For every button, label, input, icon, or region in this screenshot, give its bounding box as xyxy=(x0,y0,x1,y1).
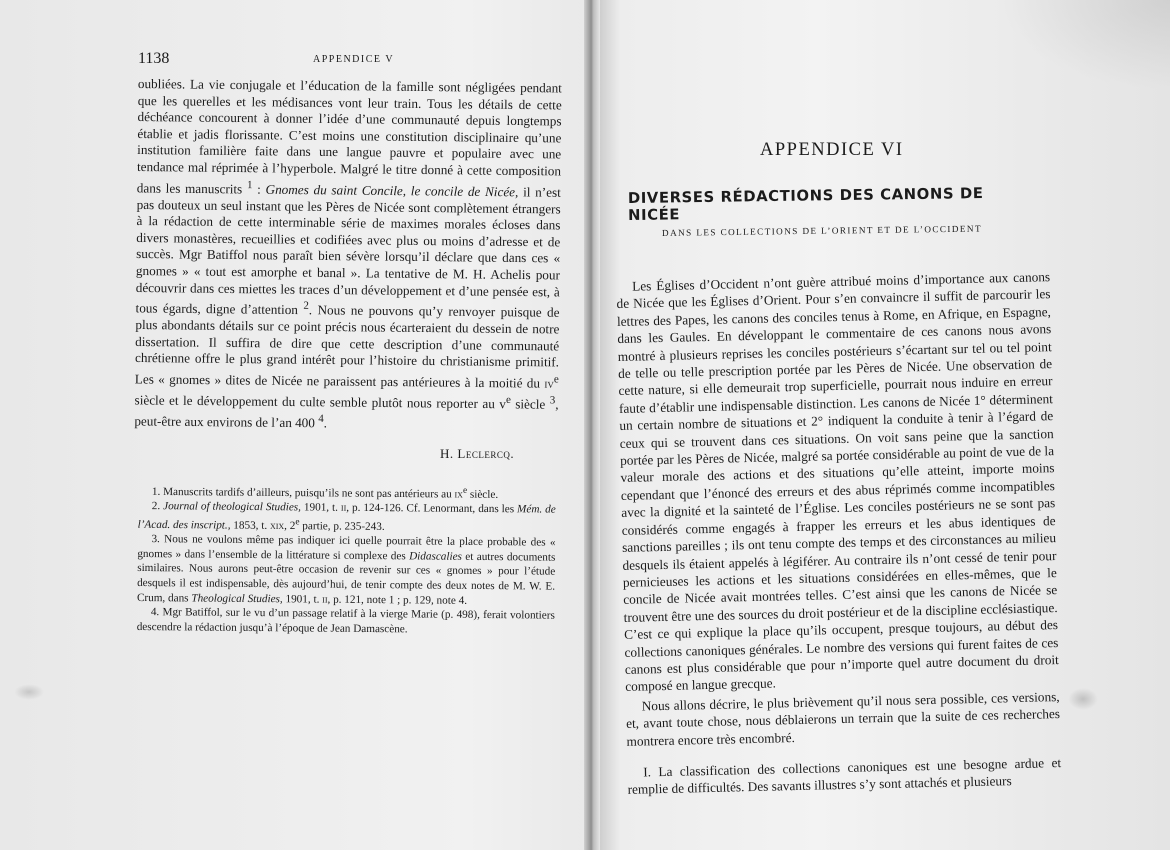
author-name: H. Leclercq. xyxy=(440,446,515,461)
footnote-2: 2. Journal of theological Studies, 1901, t. ii, p. 124-126. Cf. Lenormant, dans les Mém. de l’Acad. des inscript., 1853, t. xix, 2e partie, p. 235-243. xyxy=(137,500,556,533)
section-paragraph: I. La classification des collections canoniques est une besogne ardue et remplie de difficultés. Des savants illustres s’y sont attachés et plusieurs xyxy=(627,754,1062,798)
body-paragraph: oubliées. La vie conjugale et l’éducation de la famille sont négligées pendant que les querelles et les médisances vont leur train. Tous les détails de cette déchéance concourent à donner l’idée d’une communauté depuis longtemps établie et jadis florissante. C’est moins une constitution disciplinaire qu’une institution familière faite dans une langue pauvre et populaire avec une tendance mal réprimée à l’hyperbole. Malgré le titre donné à cette composition dans les manuscrits $^1$ : Gnomes du saint Concile, le concile de Nicée, il n’est pas douteux un seul instant que les Pères de Nicée sont complètement étrangers à la rédaction de cette interminable série de maximes morales écloses dans divers monastères, recueillies et codifiées avec plus ou moins d’adresse et de succès. Mgr Batiffol nous paraît bien sévère lorsqu’il déclare que dans ces « gnomes » « tout est amorphe et banal ». La tentative de M. H. Achelis pour découvrir dans ces miettes les traces d’un développement et d’une pensée est, à tous égards, digne d’attention $^2$. Nous ne pouvons qu’y renvoyer puisque de plus abondants détails sur ce point précis nous écarteraient du dessein de notre dissertation. Il suffira de dire que cette description d’une communauté chrétienne offre le plus grand intérêt pour l’histoire du christianisme primitif. Les « gnomes » dites de Nicée ne paraissent pas antérieures à la moitié du $iv^e$ siècle et le développement du culte semble plutôt nous reporter au $v^e$ siècle $^3$, peut-être aux environs de l’an 400 $^4$. xyxy=(134,76,562,431)
footnote-3: 3. Nous ne voulons même pas indiquer ici quelle pourrait être la place probable des « gnomes » dans l’ensemble de la littérature si complexe des Didascalies et autres documents similaires. Nous aurons peut-être occasion de revenir sur ces « gnomes » pour l’étude desquels il est indispensable, dès aujourd’hui, de tenir compte des deux notes de M. W. E. Crum, dans Theological Studies, 1901, t. ii, p. 121, note 1 ; p. 129, note 4. xyxy=(136,533,556,607)
footnote-4: 4. Mgr Batiffol, sur le vu d’un passage relatif à la vierge Marie (p. 498), ferait volontiers descendre la rédaction jusqu’à l’époque de Jean Damascène. xyxy=(136,606,555,636)
footnote-1: 1. Manuscrits tardifs d’ailleurs, puisqu’ils ne sont pas antérieurs au $ix^e$ siècle. xyxy=(151,485,499,501)
footnotes xyxy=(137,481,556,638)
author-signature xyxy=(440,446,514,462)
chapter-title: DIVERSES RÉDACTIONS DES CANONS DE NICÉE xyxy=(627,185,984,224)
left-body-text xyxy=(134,76,562,434)
chapter-subtitle: DANS LES COLLECTIONS DE L’ORIENT ET DE L’OCCIDENT xyxy=(661,223,983,238)
body-paragraph: Nous allons décrire, le plus brièvement qu’il nous sera possible, ces versions, et, avant toute chose, nous déblaierons un terrain que la suite de ces recherches montrera encore très encombré. xyxy=(625,688,1061,749)
appendix-title: APPENDICE VI xyxy=(760,140,904,160)
right-body-text xyxy=(616,268,1062,798)
running-title: APPENDICE V xyxy=(313,54,395,65)
page-number: 1138 xyxy=(138,50,170,67)
body-paragraph: Les Églises d’Occident n’ont guère attribué moins d’importance aux canons de Nicée que les Églises d’Orient. Pour s’en convaincre il suffit de parcourir les lettres des Papes, les canons des conciles tenus à Rome, en Afrique, en Espagne, dans les Gaules. En développant le commentaire de ces canons nous avons montré à plusieurs reprises les conciles postérieurs s’écartant sur tel ou tel point de telle ou telle prescription portée par les Pères de Nicée. Une observation de cette nature, si elle demeurait trop superficielle, pourrait nous induire en erreur faute d’établir une indispensable distinction. Les canons de Nicée 1° déterminent un certain nombre de situations et 2° indiquent la conduite à tenir à l’égard de ceux qui se trouvent dans ces situations. On voit sans peine que la sanction portée par les Pères de Nicée, malgré sa portée considérable au point de vue de la valeur morale des actions et des situations qu’elle atteint, importe moins cependant que l’énoncé des erreurs et des abus réprimés comme incompatibles avec la dignité et la sainteté de l’Église. Les conciles postérieurs ne se sont pas considérés comme engagés à frapper les erreurs et les abus identiques de sanctions pareilles ; ils ont tenu compte des temps et des circonstances au milieu desquels ils étaient appelés à légiférer. Au contraire ils n’ont cessé de tenir pour pernicieuses les actions et les situations considérées en elles-mêmes, que le concile de Nicée avait montrées telles. C’est ainsi que les canons de Nicée se trouvent être une des sources du droit postérieur et de la discipline ecclésiastique. C’est ce qui explique la place qu’ils occupent, presque toujours, au début des collections canoniques générales. Le nombre des versions qui furent faites de ces canons est plus considérable que pour n’importe quel autre document du droit composé en langue grecque. xyxy=(616,269,1059,695)
